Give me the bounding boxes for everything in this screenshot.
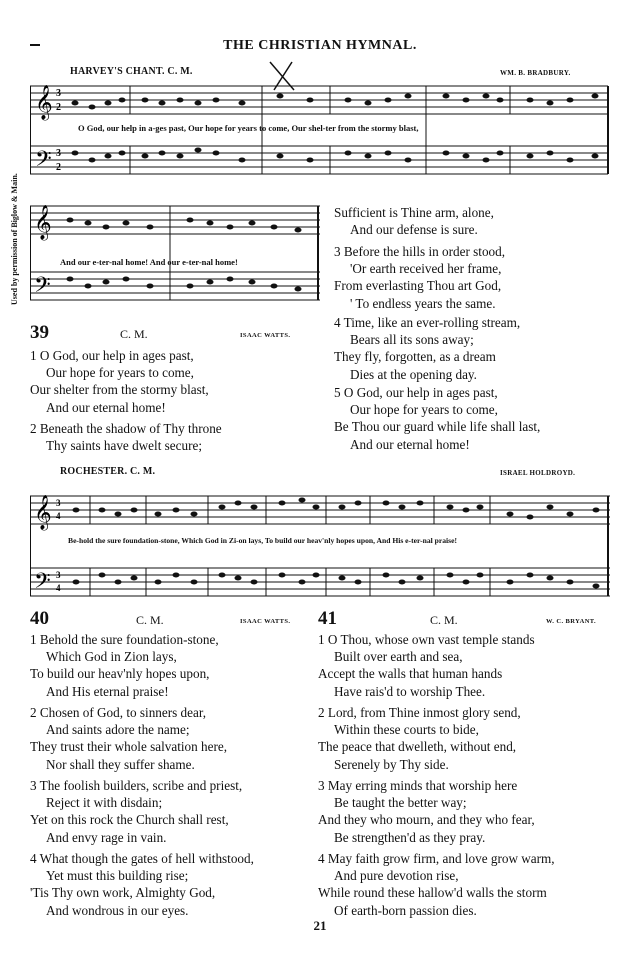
line: 4 May faith grow firm, and love grow warm, <box>318 851 555 866</box>
svg-text:𝄞: 𝄞 <box>35 85 53 120</box>
line: And His eternal praise! <box>46 683 169 699</box>
line: Nor shall they suffer shame. <box>46 756 195 772</box>
svg-text:3: 3 <box>56 88 61 99</box>
hymn39-stanza1 <box>30 347 209 416</box>
line: The peace that dwelleth, without end, <box>318 739 517 755</box>
hymn41-stanza3 <box>318 777 535 846</box>
tune2-composer: ISRAEL HOLDROYD. <box>500 469 576 477</box>
line: 2 Lord, from Thine inmost glory send, <box>318 705 521 720</box>
svg-text:3: 3 <box>56 570 61 580</box>
svg-text:2: 2 <box>56 162 61 173</box>
line: Reject it with disdain; <box>46 795 163 811</box>
hymn40-meter: C. M. <box>136 613 164 627</box>
hymn40-number: 40 <box>30 608 49 629</box>
hymn40-author: ISAAC WATTS. <box>240 618 291 625</box>
hymn39-stanza4 <box>334 314 520 383</box>
line: 4 What though the gates of hell withstood, <box>30 851 254 866</box>
svg-text:𝄢: 𝄢 <box>35 147 52 177</box>
hymn39-stanza5 <box>334 384 540 453</box>
tune1-lyrics-line2: And our e-ter-nal home! And our e-ter-nal home! <box>60 257 238 267</box>
line: And saints adore the name; <box>46 722 190 738</box>
hymn39-stanza2-start <box>30 420 222 454</box>
line: 1 O Thou, whose own vast temple stands <box>318 632 535 647</box>
line: 2 Beneath the shadow of Thy throne <box>30 421 222 436</box>
pencil-mark <box>268 60 298 94</box>
line: They trust their whole salvation here, <box>30 739 228 755</box>
page-header: THE CHRISTIAN HYMNAL. <box>223 38 417 53</box>
line: And pure devotion rise, <box>334 868 459 884</box>
line: Of earth-born passion dies. <box>334 902 477 918</box>
line: Be strengthen'd as they pray. <box>334 829 486 845</box>
line: 2 Chosen of God, to sinners dear, <box>30 705 207 720</box>
line: And wondrous in our eyes. <box>46 902 189 918</box>
hymn41-author: W. C. BRYANT. <box>546 618 597 625</box>
line: Serenely by Thy side. <box>334 756 449 772</box>
line: From everlasting Thou art God, <box>334 278 502 294</box>
hymn39-stanza3 <box>334 243 505 312</box>
svg-text:4: 4 <box>56 511 61 521</box>
tune2-lyrics: Be-hold the sure foundation-stone, Which God in Zi-on lays, To build our heav'nly hopes upon, And His e-ter-nal praise! <box>68 536 457 545</box>
permission-note: Used by permission of Biglow & Main. <box>10 173 19 305</box>
line: And our eternal home! <box>350 436 470 452</box>
hymn40-stanza1 <box>30 631 219 700</box>
hymn40-stanza3 <box>30 777 242 846</box>
hymn39-number: 39 <box>30 322 49 343</box>
svg-text:3: 3 <box>56 148 61 159</box>
line: Which God in Zion lays, <box>46 649 177 665</box>
line: Bears all its sons away; <box>350 332 474 348</box>
line: 'Tis Thy own work, Almighty God, <box>30 885 216 901</box>
line: Yet on this rock the Church shall rest, <box>30 812 229 828</box>
line: Within these courts to bide, <box>334 722 479 738</box>
line: While round these hallow'd walls the storm <box>318 885 547 901</box>
line: 3 May erring minds that worship here <box>318 778 518 793</box>
tune2-name: ROCHESTER. C. M. <box>60 466 156 477</box>
hymn41-stanza1 <box>318 631 535 700</box>
line: 3 The foolish builders, scribe and priest, <box>30 778 243 793</box>
svg-text:3: 3 <box>56 498 61 508</box>
tune1-lyrics-line1: O God, our help in a-ges past, Our hope for years to come, Our shel-ter from the stormy blast, <box>78 123 419 133</box>
line: Our shelter from the stormy blast, <box>30 382 209 398</box>
line: And our eternal home! <box>46 399 166 415</box>
line: Built over earth and sea, <box>334 649 463 665</box>
line: Be taught the better way; <box>334 795 467 811</box>
hymn41-stanza4 <box>318 850 555 919</box>
line: 3 Before the hills in order stood, <box>334 244 506 259</box>
line: 4 Time, like an ever-rolling stream, <box>334 315 521 330</box>
line: Thy saints have dwelt secure; <box>46 438 203 454</box>
line: Our hope for years to come, <box>46 365 194 381</box>
page-number: 21 <box>313 918 327 933</box>
hymn39-stanza2-end <box>334 204 494 238</box>
line: And they who mourn, and they who fear, <box>318 812 535 828</box>
svg-text:4: 4 <box>56 583 61 593</box>
line: Have rais'd to worship Thee. <box>334 683 486 699</box>
svg-text:𝄢: 𝄢 <box>34 569 51 599</box>
svg-text:𝄢: 𝄢 <box>34 273 51 303</box>
hymn41-number: 41 <box>318 608 337 629</box>
tune1-composer: WM. B. BRADBURY. <box>500 69 571 77</box>
line: And envy rage in vain. <box>46 829 167 845</box>
line: Be Thou our guard while life shall last, <box>334 419 541 435</box>
line: Dies at the opening day. <box>350 366 477 382</box>
tune1-name: HARVEY'S CHANT. C. M. <box>70 66 193 77</box>
line: 1 O God, our help in ages past, <box>30 348 194 363</box>
tune1-score-top <box>30 80 618 190</box>
line: And our defense is sure. <box>350 222 478 238</box>
line: Sufficient is Thine arm, alone, <box>334 205 494 220</box>
line: 5 O God, our help in ages past, <box>334 385 498 400</box>
svg-text:𝄞: 𝄞 <box>34 205 52 240</box>
svg-text:𝄞: 𝄞 <box>34 495 52 530</box>
tune1-score-bottom <box>30 198 330 310</box>
line: Our hope for years to come, <box>350 402 498 418</box>
hymn40-stanza2 <box>30 704 227 773</box>
svg-text:2: 2 <box>56 102 61 113</box>
hymn40-stanza4 <box>30 850 254 919</box>
line: To build our heav'nly hopes upon, <box>30 666 210 682</box>
line: Accept the walls that human hands <box>318 666 503 682</box>
hymn39-meter: C. M. <box>120 327 148 341</box>
line: ' To endless years the same. <box>350 295 496 311</box>
line: They fly, forgotten, as a dream <box>334 349 496 365</box>
hymn41-stanza2 <box>318 704 521 773</box>
hymn39-author: ISAAC WATTS. <box>240 332 291 339</box>
line: 1 Behold the sure foundation-stone, <box>30 632 219 647</box>
line: Yet must this building rise; <box>46 868 189 884</box>
line: 'Or earth received her frame, <box>350 261 502 277</box>
hymn41-meter: C. M. <box>430 613 458 627</box>
